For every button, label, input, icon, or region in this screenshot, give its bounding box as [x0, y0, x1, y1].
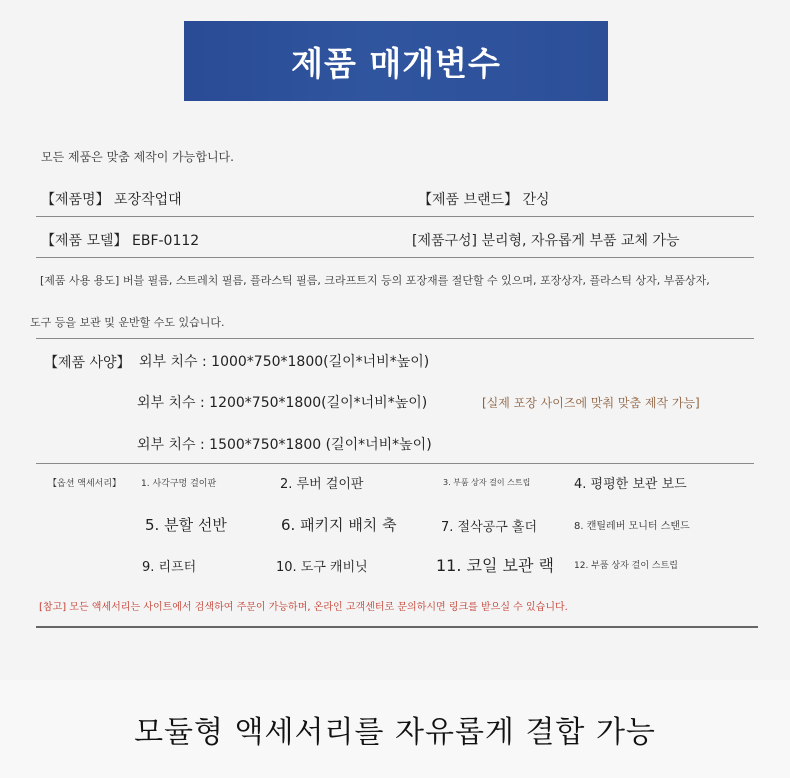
spec-label: 【제품 사양】: [44, 355, 131, 371]
accessory-item: 11. 코일 보관 랙: [436, 556, 554, 575]
footer-slogan: 모듈형 액세서리를 자유롭게 결합 가능: [134, 715, 656, 750]
accessory-item: 9. 리프터: [142, 560, 197, 575]
accessory-item: 7. 절삭공구 홀더: [441, 520, 538, 535]
divider: [36, 463, 754, 464]
accessory-item: 6. 패키지 배치 축: [281, 516, 397, 534]
divider: [36, 257, 754, 258]
accessory-item: 1. 사각구멍 걸이판: [141, 479, 217, 489]
divider: [36, 216, 754, 217]
page-title: 제품 매개변수: [291, 43, 501, 83]
intro-text: 모든 제품은 맞춤 제작이 가능합니다.: [41, 150, 234, 164]
spec-custom-note: [실제 포장 사이즈에 맞춰 맞춤 제작 가능]: [482, 396, 700, 410]
divider: [36, 626, 758, 628]
divider: [36, 338, 754, 339]
accessory-item: 2. 루버 걸이판: [280, 477, 364, 492]
accessory-item: 12. 부품 상자 걸이 스트립: [574, 561, 679, 571]
product-composition: [제품구성] 분리형, 자유롭게 부품 교체 가능: [412, 233, 680, 249]
usage-line-2: 도구 등을 보관 및 운반할 수도 있습니다.: [30, 316, 225, 329]
accessory-item: 10. 도구 캐비닛: [276, 560, 368, 575]
spec-size-3: 외부 치수 : 1500*750*1800 (길이*너비*높이): [137, 437, 432, 453]
usage-line-1: [제품 사용 용도] 버블 필름, 스트레치 필름, 플라스틱 필름, 크라프트지 등의 포장재를 절단할 수 있으며, 포장상자, 플라스틱 상자, 부품상자,: [40, 274, 710, 287]
reference-note: [참고] 모든 액세서리는 사이트에서 검색하여 주문이 가능하며, 온라인 고객센터로 문의하시면 링크를 받으실 수 있습니다.: [39, 602, 568, 613]
product-brand: 【제품 브랜드】 간싱: [418, 192, 550, 208]
spec-size-2: 외부 치수 : 1200*750*1800(길이*너비*높이): [137, 395, 428, 411]
accessory-item: 4. 평평한 보관 보드: [574, 477, 687, 492]
product-name: 【제품명】 포장작업대: [41, 192, 182, 208]
accessory-item: 3. 부품 상자 걸이 스트립: [443, 478, 531, 487]
accessories-label: 【옵션 액세서리】: [48, 479, 122, 489]
title-banner: [184, 21, 608, 101]
spec-size-1: 외부 치수 : 1000*750*1800(길이*너비*높이): [139, 354, 430, 370]
accessory-item: 5. 분할 선반: [145, 516, 227, 534]
product-model: 【제품 모델】 EBF-0112: [41, 233, 200, 249]
accessory-item: 8. 캔틸레버 모니터 스탠드: [574, 521, 690, 532]
